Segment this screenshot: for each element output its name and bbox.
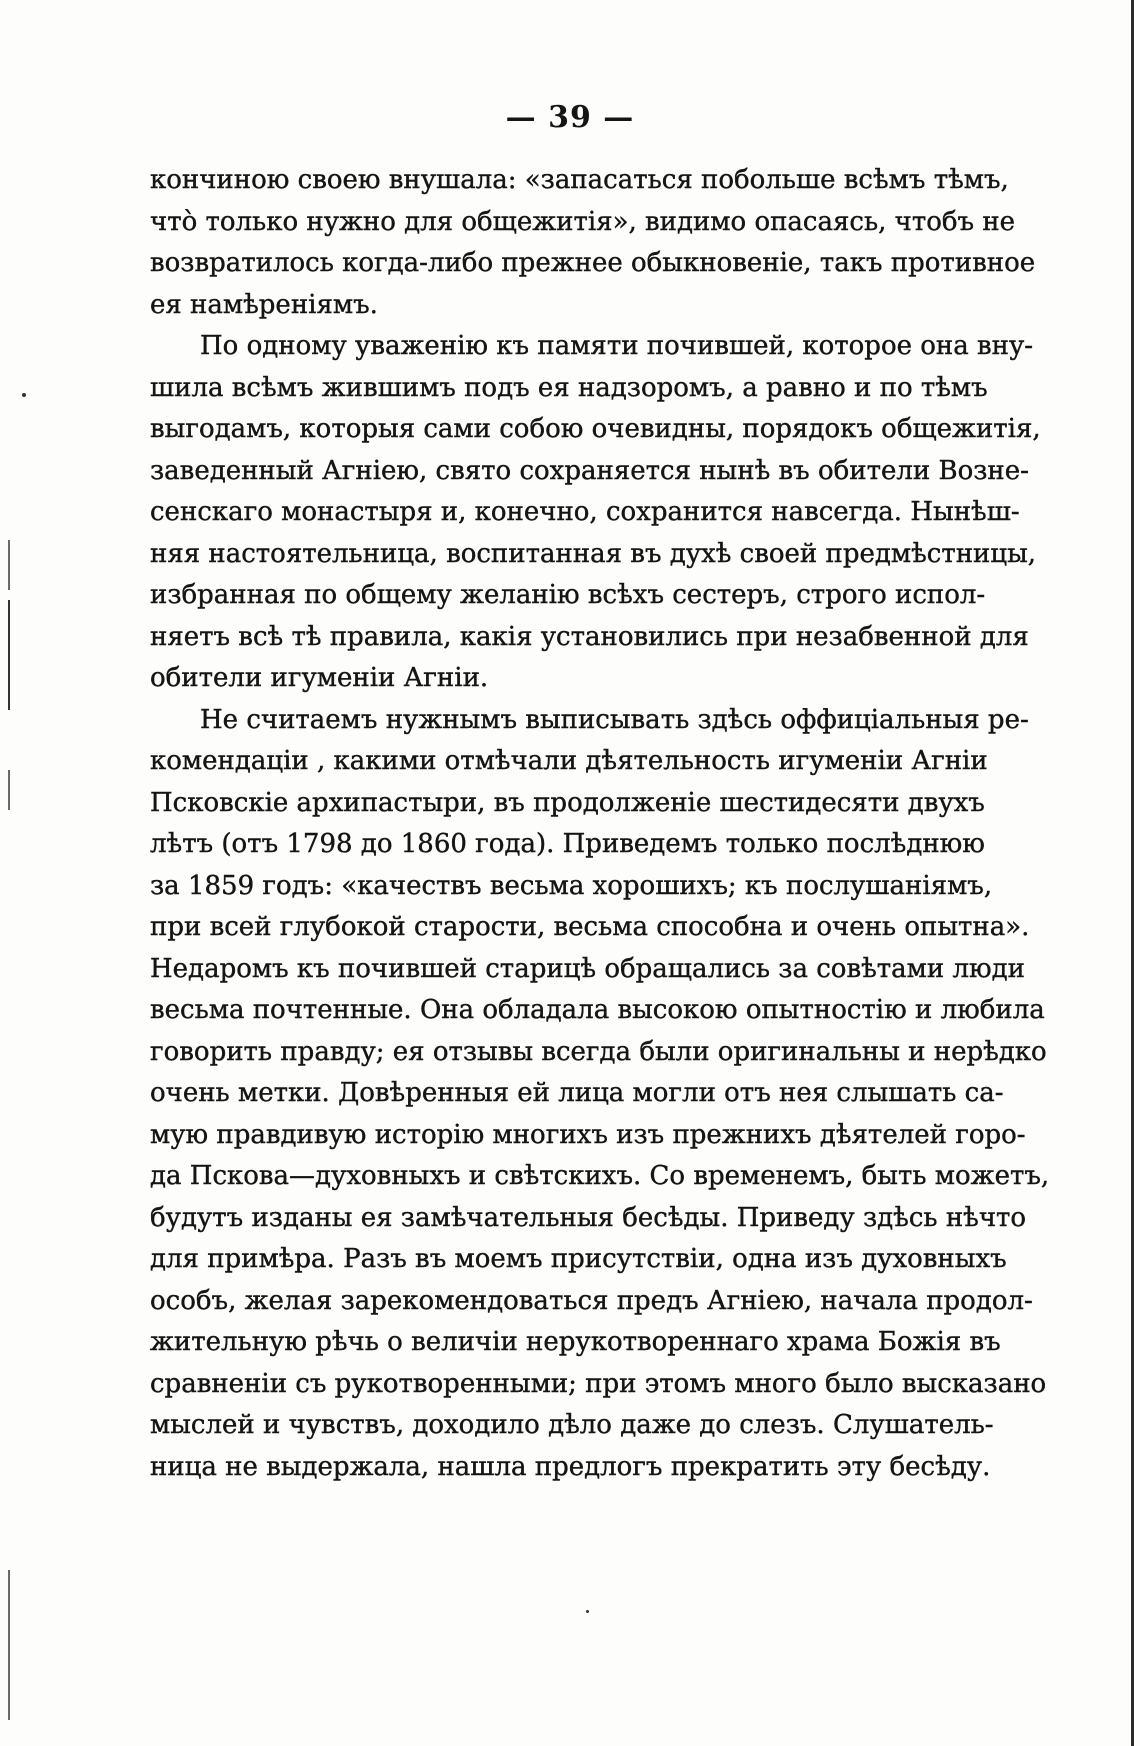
text-line: шила всѣмъ жившимъ подъ ея надзоромъ, а равно и по тѣмъ bbox=[150, 372, 988, 403]
text-line: мыслей и чувствъ, доходило дѣло даже до слезъ. Слушатель- bbox=[150, 1410, 994, 1440]
text-line: заведенный Агніею, свято сохраняется нынѣ въ обители Возне- bbox=[150, 455, 1029, 486]
paragraph bbox=[150, 700, 1050, 1489]
text-line: особъ, желая зарекомендоваться предъ Агніею, начала продол- bbox=[150, 1285, 1033, 1316]
text-line: комендаціи , какими отмѣчали дѣятельность игуменіи Агніи bbox=[150, 746, 988, 776]
text-line: няя настоятельница, воспитанная въ духѣ своей предмѣстницы, bbox=[150, 538, 1037, 569]
page-number: — 39 — bbox=[505, 100, 635, 135]
text-line: лѣтъ (отъ 1798 до 1860 года). Приведемъ только послѣднюю bbox=[150, 829, 985, 859]
text-line: Недаромъ къ почившей старицѣ обращались за совѣтами люди bbox=[150, 953, 1025, 984]
text-line: при всей глубокой старости, весьма способна и очень опытна». bbox=[150, 912, 1030, 942]
ink-speck bbox=[22, 393, 26, 397]
page-edge-rule bbox=[1131, 0, 1134, 1746]
paragraph bbox=[150, 160, 1036, 326]
text-line: да Пскова—духовныхъ и свѣтскихъ. Со временемъ, быть можетъ, bbox=[150, 1161, 1050, 1191]
text-line: Псковскіе архипастыри, въ продолженіе шестидесяти двухъ bbox=[150, 787, 985, 818]
text-line: ея намѣреніямъ. bbox=[150, 289, 378, 320]
margin-mark bbox=[8, 600, 10, 710]
text-line: сенскаго монастыря и, конечно, сохранится навсегда. Нынѣш- bbox=[150, 497, 1020, 527]
text-line: очень метки. Довѣренныя ей лица могли отъ нея слышать са- bbox=[150, 1078, 1004, 1108]
text-line: для примѣра. Разъ въ моемъ присутствіи, одна изъ духовныхъ bbox=[150, 1244, 1007, 1274]
text-line: за 1859 годъ: «качествъ весьма хорошихъ; къ послушаніямъ, bbox=[150, 870, 993, 901]
text-line: Не считаемъ нужнымъ выписывать здѣсь оффиціальныя ре- bbox=[200, 704, 1029, 735]
text-line: жительную рѣчь о величіи нерукотвореннаго храма Божія въ bbox=[150, 1327, 1001, 1357]
text-line: сравненіи съ рукотворенными; при этомъ много было высказано bbox=[150, 1368, 1047, 1399]
page-body-text bbox=[150, 160, 1050, 1488]
paragraph bbox=[150, 326, 1041, 700]
text-line: няетъ всѣ тѣ правила, какія установились при незабвенной для bbox=[150, 621, 1029, 652]
text-line: избранная по общему желанію всѣхъ сестеръ, строго испол- bbox=[150, 580, 986, 610]
text-line: По одному уваженію къ памяти почившей, которое она вну- bbox=[200, 331, 1034, 361]
text-line: будутъ изданы ея замѣчательныя бесѣды. Приведу здѣсь нѣчто bbox=[150, 1202, 1027, 1233]
ink-speck bbox=[586, 1610, 589, 1613]
text-line: говорить правду; ея отзывы всегда были оригинальны и нерѣдко bbox=[150, 1036, 1047, 1067]
text-line: что̀ только нужно для общежитія», видимо опасаясь, чтобъ не bbox=[150, 206, 1016, 237]
text-line: обители игуменіи Агніи. bbox=[150, 663, 489, 693]
text-line: ница не выдержала, нашла предлогъ прекратить эту бесѣду. bbox=[150, 1451, 991, 1482]
text-line: мую правдивую исторію многихъ изъ прежнихъ дѣятелей горо- bbox=[150, 1119, 1026, 1150]
margin-mark bbox=[8, 1570, 10, 1720]
text-line: весьма почтенные. Она обладала высокою опытностію и любила bbox=[150, 995, 1045, 1025]
text-line: возвратилось когда-либо прежнее обыкновеніе, такъ противное bbox=[150, 248, 1036, 278]
margin-mark bbox=[8, 540, 10, 590]
text-line: кончиною своею внушала: «запасаться побольше всѣмъ тѣмъ, bbox=[150, 165, 1009, 195]
margin-mark bbox=[8, 770, 10, 810]
text-line: выгодамъ, которыя сами собою очевидны, порядокъ общежитія, bbox=[150, 414, 1041, 444]
